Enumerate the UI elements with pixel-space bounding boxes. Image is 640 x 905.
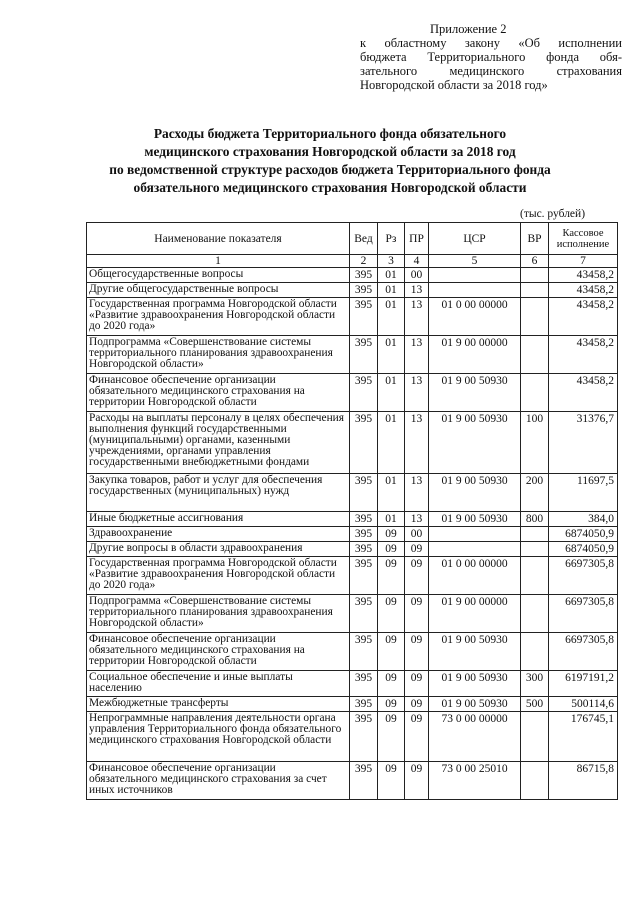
cell-rz: 09 (378, 557, 405, 595)
cell-csr: 01 9 00 00000 (429, 595, 521, 633)
col-number: 6 (521, 255, 549, 268)
cell-rz: 09 (378, 527, 405, 542)
table-row (87, 697, 618, 712)
cell-rz: 09 (378, 712, 405, 762)
header-name: Наименование показателя (87, 223, 350, 255)
cell-name: Подпрограмма «Совершенствование системы территориального планирования здравоохранения Новгородской области» (87, 595, 350, 633)
col-number: 3 (378, 255, 405, 268)
cell-rz: 01 (378, 512, 405, 527)
cell-name: Другие общегосударственные вопросы (87, 283, 350, 298)
cell-vr (521, 595, 549, 633)
col-number: 7 (549, 255, 618, 268)
cell-csr: 73 0 00 00000 (429, 712, 521, 762)
cell-vr (521, 633, 549, 671)
col-number: 4 (405, 255, 429, 268)
col-number: 1 (87, 255, 350, 268)
table-row (87, 671, 618, 697)
col-number: 5 (429, 255, 521, 268)
cell-csr: 01 0 00 00000 (429, 298, 521, 336)
cell-ved: 395 (350, 298, 378, 336)
cell-csr: 01 9 00 50930 (429, 633, 521, 671)
cell-amount: 43458,2 (549, 298, 618, 336)
cell-amount: 176745,1 (549, 712, 618, 762)
table-row (87, 542, 618, 557)
cell-csr (429, 527, 521, 542)
column-number-row (87, 255, 618, 268)
cell-amount: 6197191,2 (549, 671, 618, 697)
cell-ved: 395 (350, 474, 378, 512)
cell-rz: 01 (378, 336, 405, 374)
cell-ved: 395 (350, 762, 378, 800)
cell-pr: 09 (405, 712, 429, 762)
cell-name: Другие вопросы в области здравоохранения (87, 542, 350, 557)
cell-vr (521, 527, 549, 542)
cell-amount: 86715,8 (549, 762, 618, 800)
cell-name: Социальное обеспечение и иные выплаты населению (87, 671, 350, 697)
cell-name: Здравоохранение (87, 527, 350, 542)
table-row (87, 412, 618, 474)
table-row (87, 474, 618, 512)
cell-ved: 395 (350, 542, 378, 557)
cell-pr: 09 (405, 595, 429, 633)
cell-pr: 09 (405, 671, 429, 697)
cell-csr: 01 9 00 50930 (429, 512, 521, 527)
cell-ved: 395 (350, 633, 378, 671)
cell-amount: 43458,2 (549, 283, 618, 298)
cell-pr: 13 (405, 512, 429, 527)
table-row (87, 512, 618, 527)
document-title (96, 125, 564, 197)
cell-rz: 09 (378, 633, 405, 671)
appendix-line: бюджета Территориального фонда обя- (360, 50, 622, 64)
cell-rz: 09 (378, 697, 405, 712)
table-row (87, 527, 618, 542)
cell-vr: 800 (521, 512, 549, 527)
cell-pr: 13 (405, 336, 429, 374)
cell-ved: 395 (350, 697, 378, 712)
cell-pr: 13 (405, 374, 429, 412)
cell-amount: 6697305,8 (549, 595, 618, 633)
cell-pr: 13 (405, 412, 429, 474)
appendix-note (360, 22, 622, 92)
cell-csr: 01 9 00 50930 (429, 697, 521, 712)
appendix-line: Новгородской области за 2018 год» (360, 78, 548, 92)
cell-rz: 09 (378, 595, 405, 633)
expenses-table (86, 222, 618, 800)
cell-name: Общегосударственные вопросы (87, 268, 350, 283)
cell-vr (521, 283, 549, 298)
title-line: медицинского страхования Новгородской области за 2018 год (144, 144, 516, 159)
cell-name: Государственная программа Новгородской области «Развитие здравоохранения Новгородской области до 2020 года» (87, 557, 350, 595)
cell-amount: 31376,7 (549, 412, 618, 474)
cell-pr: 09 (405, 633, 429, 671)
cell-vr (521, 542, 549, 557)
cell-pr: 09 (405, 697, 429, 712)
appendix-line: к областному закону «Об исполнении (360, 36, 622, 50)
cell-csr: 01 9 00 50930 (429, 671, 521, 697)
table-header-row (87, 223, 618, 255)
cell-name: Финансовое обеспечение организации обязательного медицинского страхования за счет иных источников (87, 762, 350, 800)
cell-name: Финансовое обеспечение организации обязательного медицинского страхования на территории Новгородской области (87, 633, 350, 671)
cell-rz: 01 (378, 374, 405, 412)
appendix-title: Приложение 2 (430, 22, 507, 36)
cell-name: Иные бюджетные ассигнования (87, 512, 350, 527)
cell-name: Непрограммные направления деятельности органа управления Территориального фонда обязательного медицинского страхования Новгородской области (87, 712, 350, 762)
cell-amount: 6697305,8 (549, 557, 618, 595)
cell-csr (429, 283, 521, 298)
cell-amount: 384,0 (549, 512, 618, 527)
cell-vr (521, 268, 549, 283)
cell-pr: 13 (405, 283, 429, 298)
cell-pr: 09 (405, 762, 429, 800)
cell-vr (521, 557, 549, 595)
cell-vr: 200 (521, 474, 549, 512)
table-row (87, 268, 618, 283)
table-row (87, 298, 618, 336)
cell-ved: 395 (350, 557, 378, 595)
cell-name: Государственная программа Новгородской области «Развитие здравоохранения Новгородской области до 2020 года» (87, 298, 350, 336)
table-row (87, 283, 618, 298)
header-vr: ВР (521, 223, 549, 255)
cell-rz: 01 (378, 283, 405, 298)
units-label: (тыс. рублей) (520, 208, 586, 220)
header-pr: ПР (405, 223, 429, 255)
table-row (87, 762, 618, 800)
cell-pr: 09 (405, 542, 429, 557)
header-amount: Кассовое исполнение (549, 223, 618, 255)
header-rz: Рз (378, 223, 405, 255)
cell-amount: 6697305,8 (549, 633, 618, 671)
table-row (87, 336, 618, 374)
cell-rz: 01 (378, 412, 405, 474)
cell-amount: 6874050,9 (549, 542, 618, 557)
cell-ved: 395 (350, 671, 378, 697)
cell-rz: 01 (378, 474, 405, 512)
cell-csr: 01 0 00 00000 (429, 557, 521, 595)
cell-amount: 500114,6 (549, 697, 618, 712)
cell-name: Закупка товаров, работ и услуг для обеспечения государственных (муниципальных) нужд (87, 474, 350, 512)
table-row (87, 557, 618, 595)
cell-amount: 43458,2 (549, 336, 618, 374)
cell-name: Расходы на выплаты персоналу в целях обеспечения выполнения функций государственными (муниципальными) органами, казенными учреждениями, органами управления государственными внебюджетными фондами (87, 412, 350, 474)
cell-csr: 01 9 00 50930 (429, 374, 521, 412)
title-line: обязательного медицинского страхования Новгородской области (133, 180, 527, 195)
cell-vr (521, 298, 549, 336)
cell-pr: 13 (405, 298, 429, 336)
cell-ved: 395 (350, 268, 378, 283)
table-row (87, 595, 618, 633)
cell-vr: 300 (521, 671, 549, 697)
title-line: по ведомственной структуре расходов бюджета Территориального фонда (109, 162, 551, 177)
cell-ved: 395 (350, 283, 378, 298)
cell-amount: 11697,5 (549, 474, 618, 512)
cell-rz: 09 (378, 671, 405, 697)
cell-rz: 09 (378, 762, 405, 800)
cell-name: Межбюджетные трансферты (87, 697, 350, 712)
cell-csr: 73 0 00 25010 (429, 762, 521, 800)
cell-ved: 395 (350, 374, 378, 412)
cell-ved: 395 (350, 512, 378, 527)
cell-vr: 100 (521, 412, 549, 474)
cell-ved: 395 (350, 412, 378, 474)
col-number: 2 (350, 255, 378, 268)
cell-ved: 395 (350, 527, 378, 542)
cell-amount: 6874050,9 (549, 527, 618, 542)
cell-ved: 395 (350, 712, 378, 762)
appendix-line: зательного медицинского страхования (360, 64, 622, 78)
cell-name: Финансовое обеспечение организации обязательного медицинского страхования на территории Новгородской области (87, 374, 350, 412)
table-row (87, 633, 618, 671)
title-line: Расходы бюджета Территориального фонда обязательного (153, 126, 507, 141)
cell-vr (521, 712, 549, 762)
cell-csr: 01 9 00 50930 (429, 474, 521, 512)
cell-amount: 43458,2 (549, 268, 618, 283)
cell-rz: 09 (378, 542, 405, 557)
cell-vr: 500 (521, 697, 549, 712)
cell-vr (521, 336, 549, 374)
cell-pr: 00 (405, 268, 429, 283)
cell-pr: 13 (405, 474, 429, 512)
cell-vr (521, 762, 549, 800)
cell-csr: 01 9 00 00000 (429, 336, 521, 374)
cell-rz: 01 (378, 268, 405, 283)
cell-vr (521, 374, 549, 412)
cell-pr: 00 (405, 527, 429, 542)
table-row (87, 712, 618, 762)
cell-rz: 01 (378, 298, 405, 336)
header-csr: ЦСР (429, 223, 521, 255)
cell-ved: 395 (350, 336, 378, 374)
table-row (87, 374, 618, 412)
cell-csr (429, 268, 521, 283)
cell-pr: 09 (405, 557, 429, 595)
cell-ved: 395 (350, 595, 378, 633)
cell-name: Подпрограмма «Совершенствование системы территориального планирования здравоохранения Новгородской области» (87, 336, 350, 374)
header-ved: Вед (350, 223, 378, 255)
cell-csr (429, 542, 521, 557)
cell-amount: 43458,2 (549, 374, 618, 412)
cell-csr: 01 9 00 50930 (429, 412, 521, 474)
